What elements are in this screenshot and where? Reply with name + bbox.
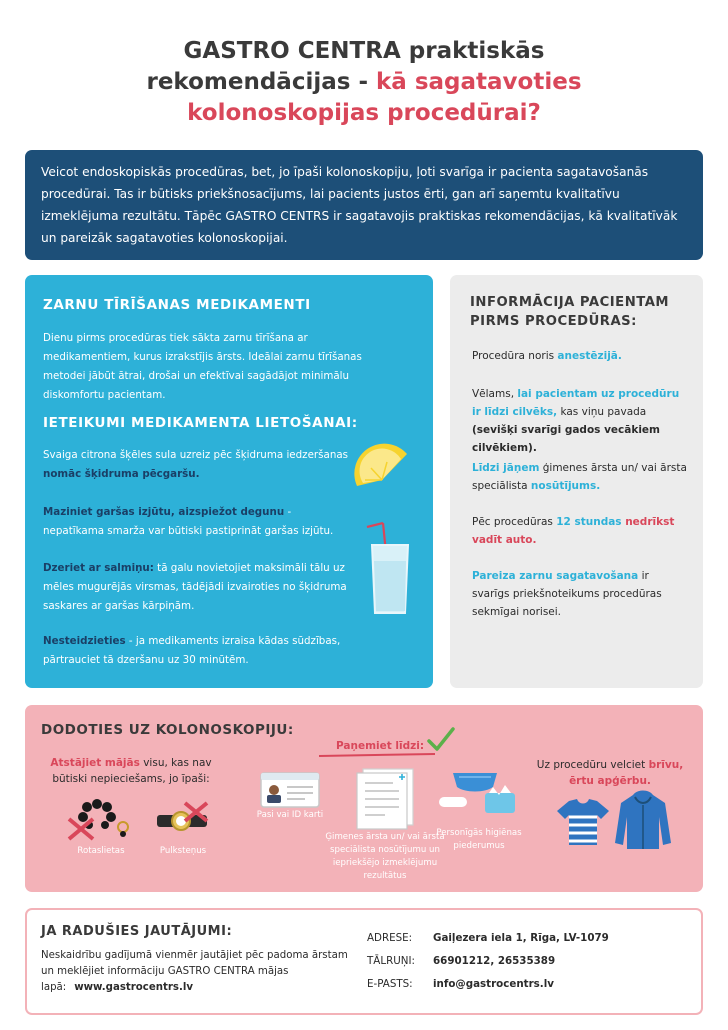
watch-icon <box>153 801 211 841</box>
tip-hurry-text: - ja medikaments izraisa kādas sūdzības, pārtrauciet tā dzeršanu uz 30 minūtēm. <box>43 635 341 666</box>
info-referral-highlight-2: nosūtījums. <box>530 480 601 492</box>
tip-straw-bold: Dzeriet ar salmiņu: <box>43 562 154 574</box>
info-companion-highlight: lai pacientam uz procedūru ir līdzi cilvēks, <box>472 388 680 418</box>
info-companion-mid: kas viņu pavada <box>557 406 647 418</box>
tip-straw <box>43 559 353 616</box>
clothes-text-highlight: brīvu, ērtu apģērbu. <box>569 759 684 787</box>
referral-caption: Ģimenes ārsta un/ vai ārsta speciālista nosūtījumu un iepriekšējo izmeklējumu rezultātus <box>325 832 445 881</box>
email-value[interactable]: info@gastrocentrs.lv <box>433 978 554 990</box>
leave-at-home-text <box>37 755 225 787</box>
info-no-driving-text: Pēc procedūras <box>472 516 557 528</box>
website-link[interactable]: www.gastrocentrs.lv <box>74 982 193 993</box>
clothes-text-pre: Uz procedūru velciet <box>536 759 649 771</box>
contact-heading: JA RADUŠIES JAUTĀJUMI: <box>41 924 233 939</box>
tshirt-icon <box>555 797 611 847</box>
patient-info-heading-line-2: PIRMS PROCEDŪRAS: <box>470 314 637 329</box>
colonoscopy-heading: DODOTIES UZ KOLONOSKOPIJU: <box>41 722 294 738</box>
tips-heading: IETEIKUMI MEDIKAMENTA LIETOŠANAI: <box>43 415 358 431</box>
leave-at-home-rest: visu, kas nav būtiski nepieciešams, jo īpaši: <box>52 757 212 785</box>
info-anesthesia-highlight: anestēzijā. <box>557 350 622 362</box>
intro-text: Veicot endoskopiskās procedūras, bet, jo īpaši kolonoskopiju, ļoti svarīga ir pacienta sagatavošanās procedūrai. Tas ir būtisks priekšnosacījums, lai pacients justos ērti, gan arī saņemtu kvalitatīvu izmeklējuma rezultātu. Tāpēc GASTRO CENTRS ir sagatavojis praktiskas rekomendācijas, kā kvalitatīvāk un pareizāk sagatavoties kolonoskopijai. <box>41 165 678 245</box>
contact-text <box>41 948 351 996</box>
info-companion <box>472 385 687 457</box>
tip-nose-bold: Maziniet garšas izjūtu, aizspiežot degunu <box>43 506 285 518</box>
phone-value[interactable]: 66901212, 26535389 <box>433 955 556 967</box>
tip-nose <box>43 503 343 541</box>
title-line-1: GASTRO CENTRA praktiskās <box>183 38 545 64</box>
hygiene-items-icon <box>437 771 527 827</box>
tip-lemon-text: Svaiga citrona šķēles sula uzreiz pēc šķidruma iedzeršanas <box>43 449 349 461</box>
patient-info-heading-line-1: INFORMĀCIJA PACIENTAM <box>470 295 670 310</box>
tip-lemon-bold: nomāc šķidruma pēcgaršu. <box>43 468 200 480</box>
info-companion-bold: (sevišķi svarīgi gados vecākiem cilvēkiem). <box>472 424 660 454</box>
clothes-text <box>525 757 695 789</box>
info-no-driving <box>472 513 687 549</box>
info-preparation <box>472 567 687 621</box>
medication-heading: ZARNU TĪRĪŠANAS MEDIKAMENTI <box>43 297 311 313</box>
contact-text-body: Neskaidrību gadījumā vienmēr jautājiet pēc padoma ārstam un meklējiet informāciju GASTRO CENTRA mājas lapā: <box>41 950 348 993</box>
hoodie-icon <box>613 791 673 853</box>
info-preparation-highlight: Pareiza zarnu sagatavošana <box>472 570 639 582</box>
address-row <box>367 932 609 944</box>
title-line-2-dark: rekomendācijas - <box>146 69 377 95</box>
title-line-2-red: kā sagatavoties <box>376 69 582 95</box>
hygiene-caption: Personīgās higiēnas piederumus <box>436 828 522 851</box>
intro-box <box>25 150 703 260</box>
info-companion-text: Vēlams, <box>472 388 518 400</box>
email-label: E-PASTS: <box>367 978 413 990</box>
title-line-3: kolonoskopijas procedūrai? <box>187 100 541 126</box>
email-row <box>367 978 554 990</box>
tip-nose-text: - nepatīkama smarža var būtiski pastiprināt garšas izjūtu. <box>43 506 334 537</box>
info-no-driving-warning: nedrīkst vadīt auto. <box>472 516 675 546</box>
jewelry-caption: Rotaslietas <box>77 846 125 856</box>
medication-text: Dienu pirms procedūras tiek sākta zarnu tīrīšana ar medikamentiem, kurus izrakstījis ārsts. Ideālai zarnu tīrīšanas metodei jābūt ātrai, drošai un efektīvai sagādājot minimālu diskomfortu pacientam. <box>43 332 362 401</box>
checkmark-icon <box>427 727 455 753</box>
info-referral-highlight: Līdzi jāņem <box>472 462 540 474</box>
tip-hurry-bold: Nesteidzieties <box>43 635 126 647</box>
take-along-text: Paņemiet līdzi: <box>335 740 425 752</box>
patient-info-panel <box>450 275 703 688</box>
medication-panel <box>25 275 433 688</box>
leave-at-home-highlight: Atstājiet mājās <box>50 757 140 769</box>
colonoscopy-panel <box>25 705 703 892</box>
tip-hurry <box>43 632 373 670</box>
info-anesthesia-text: Procedūra noris <box>472 350 558 362</box>
lemon-icon <box>353 450 413 495</box>
phone-label: TĀLRUŅI: <box>367 955 415 967</box>
patient-info-heading <box>470 293 669 331</box>
phone-row <box>367 955 555 967</box>
jewelry-icon <box>67 797 139 841</box>
tip-straw-text: tā galu novietojiet maksimāli tālu uz mēles mugurējās virsmas, tādējādi izvairoties no šķidruma saskares ar garšas kārpiņām. <box>43 562 347 612</box>
info-preparation-text: ir svarīgs priekšnoteikums procedūras sekmīgai norisei. <box>472 570 662 618</box>
id-card-icon <box>261 773 321 809</box>
title-line-2 <box>0 67 728 98</box>
contact-box <box>25 908 703 1015</box>
address-label: ADRESE: <box>367 932 413 944</box>
address-value: Gaiļezera iela 1, Rīga, LV-1079 <box>433 932 609 944</box>
tip-lemon <box>43 446 363 484</box>
info-no-driving-hours: 12 stundas <box>556 516 622 528</box>
info-referral-text: ģimenes ārsta un/ vai ārsta speciālista <box>472 462 687 492</box>
info-anesthesia <box>472 347 687 365</box>
documents-icon <box>355 767 421 829</box>
watch-caption: Pulksteņus <box>159 846 207 856</box>
id-card-caption: Pasi vai ID karti <box>256 810 324 820</box>
info-referral <box>472 459 687 495</box>
page-title <box>0 36 728 129</box>
glass-with-straw-icon <box>365 523 415 618</box>
